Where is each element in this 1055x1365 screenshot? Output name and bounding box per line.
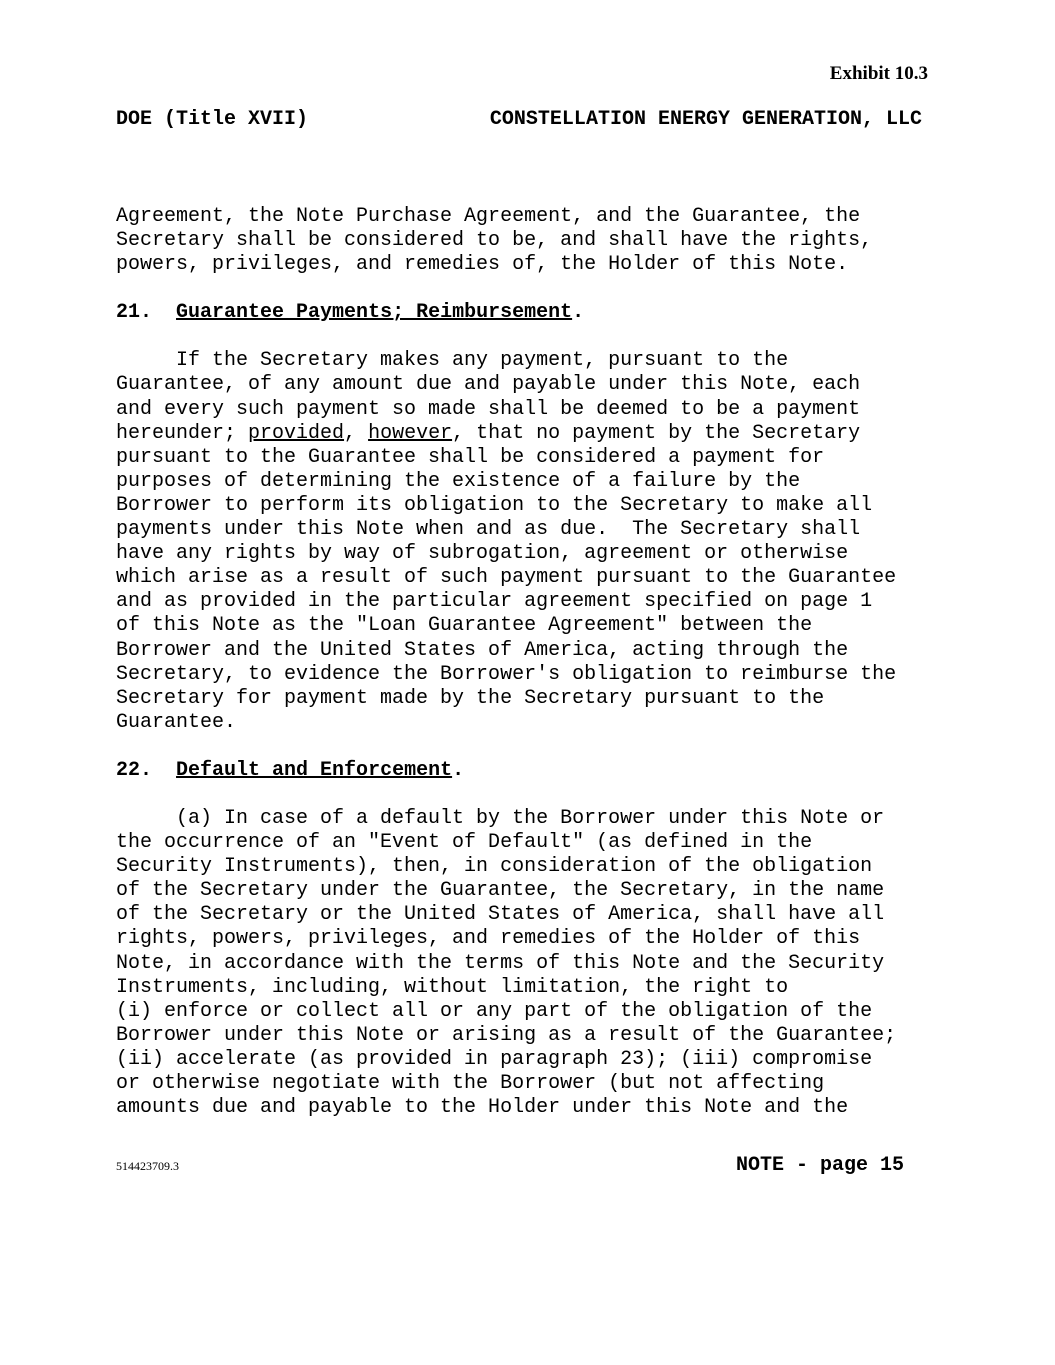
intro-paragraph: Agreement, the Note Purchase Agreement, and the Guarantee, the Secretary shall be considered to be, and shall have the rights, powers, privileges, and remedies of, the Holder of this Note. (116, 205, 873, 277)
document-body (116, 205, 936, 1144)
section-22-period: . (452, 758, 465, 782)
section-21-heading (116, 301, 936, 325)
section-22-paragraph-a: (a) In case of a default by the Borrower under this Note or the occurrence of an "Event of Default" (as defined in the Security Instruments), then, in consideration of the obligation of the Secretary under the Guarantee, the Secretary, in the name of the Secretary or the United States of America, shall have all rights, powers, privileges, and remedies of the Holder of this Note, in accordance with the terms of this Note and the Security Instruments, including, without limitation, the right to (i) enforce or collect all or any part of the obligation of the Borrower under this Note or arising as a result of the Guarantee; (ii) accelerate (as provided in paragraph 23); (iii) compromise or otherwise negotiate with the Borrower (but not affecting amounts due and payable to the Holder under this Note and the (116, 806, 897, 1120)
section-21-title: Guarantee Payments; Reimbursement (176, 301, 573, 325)
section-21-text-rest: , that no payment by the Secretary pursuant to the Guarantee shall be considered a payment for purposes of determining the existence of a failure by the Borrower to perform its obligation to the Secretary to make all payments under this Note when and as due. The Secretary shall have any rights by way of subrogation, agreement or otherwise which arise as a result of such payment pursuant to the Guarantee and as provided in the particular agreement specified on page 1 of this Note as the "Loan Guarantee Agreement" between the Borrower and the United States of America, acting through the Secretary, to evidence the Borrower's obligation to reimburse the Secretary for payment made by the Secretary pursuant to the Guarantee. (116, 421, 897, 734)
section-22-title: Default and Enforcement (176, 758, 453, 782)
section-21-comma: , (344, 421, 369, 445)
provided-term: provided (248, 421, 345, 445)
exhibit-label: Exhibit 10.3 (829, 63, 928, 84)
header-right: CONSTELLATION ENERGY GENERATION, LLC (489, 108, 922, 131)
document-header (116, 108, 922, 180)
header-left: DOE (Title XVII) (116, 108, 309, 131)
footer-page-label: NOTE - page 15 (736, 1154, 905, 1177)
section-21-paragraph (116, 349, 936, 735)
section-22-number: 22. (116, 758, 153, 782)
section-21-period: . (572, 301, 585, 325)
however-term: however (368, 421, 453, 445)
section-21-text-start: If the Secretary makes any payment, pursuant to the Guarantee, of any amount due and payable under this Note, each and every such payment so made shall be deemed to be a payment hereunder; (116, 349, 861, 445)
section-21-number: 21. (116, 301, 153, 325)
section-22-heading (116, 759, 936, 783)
footer-document-id: 514423709.3 (116, 1159, 179, 1173)
